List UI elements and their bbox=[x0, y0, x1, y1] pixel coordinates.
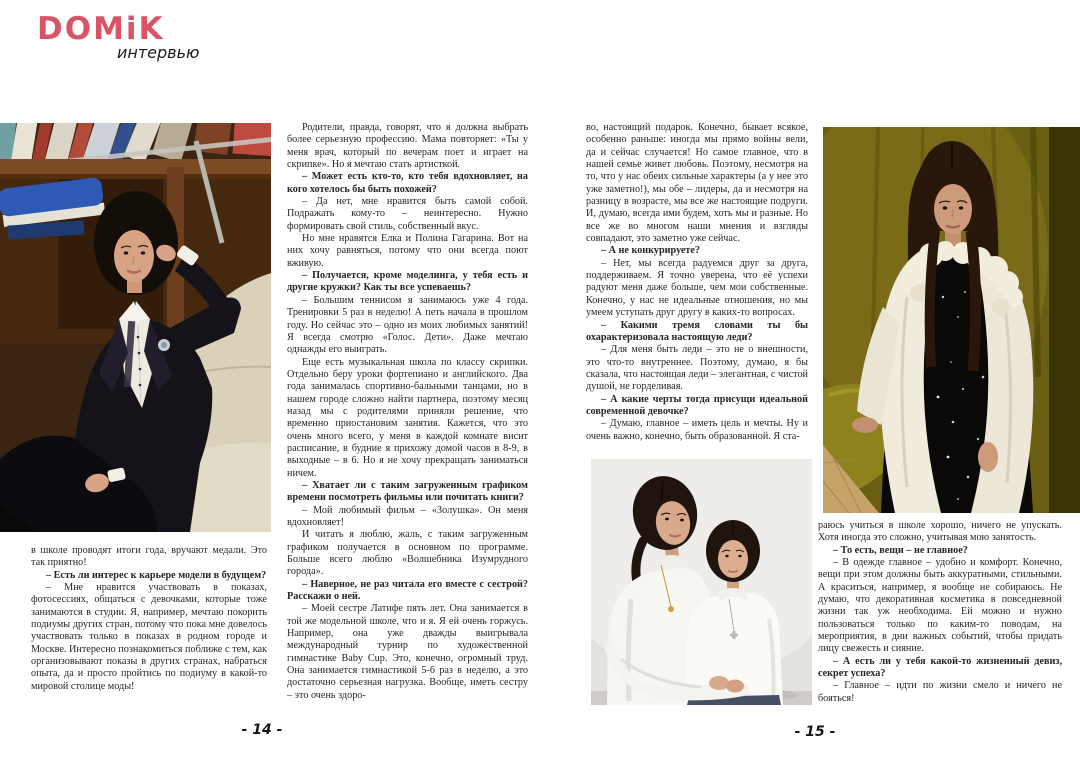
paragraph: во, настоящий подарок. Конечно, бывает всякое, особенно раньше: иногда мы прямо войны вели, да и сейчас случается! Но самое главное, что в нашей семье живет любовь. Поэтому, несмотря на то, что у нас обеих сильные характеры (а у нее это уже заметно!), мы обе – лидеры, да и несмотря на разницу в возрасте, мы все же настоящие подруги. И, думаю, всегда ими будем, хоть мы и разные. Но все же во многом наши мнения и взгляды совпадают, это заметно уже сейчас. bbox=[586, 122, 808, 245]
paragraph: – Нет, мы всегда радуемся друг за друга, поддерживаем. Я точно уверена, что её успехи радуют меня даже больше, чем мои собственные. Конечно, у нас не идеальные отношения, но мы умеем уступать друг другу в каких-то вопросах. bbox=[586, 257, 808, 319]
paragraph: – А не конкурируете? bbox=[601, 245, 700, 257]
page15-column-1 bbox=[586, 122, 808, 452]
page-number-15: - 15 - bbox=[794, 724, 836, 740]
paragraph: – Мой любимый фильм – «Золушка». Он меня вдохновляет! bbox=[287, 504, 528, 528]
paragraph: Но мне нравятся Елка и Полина Гагарина. Вот на них хочу равняться, потому что они всегда поют вживую. bbox=[287, 233, 528, 269]
paragraph: – Главное – идти по жизни смело и ничего не бояться! bbox=[818, 680, 1062, 704]
photo-girl-in-black-suit-illustration bbox=[0, 123, 271, 532]
hand-on-armrest bbox=[852, 417, 878, 433]
page15-column-2 bbox=[818, 520, 1062, 716]
section-label: интервью bbox=[117, 43, 200, 62]
curtain-dark-edge bbox=[1049, 127, 1080, 513]
photo-girl-in-black-suit bbox=[0, 123, 271, 532]
photo-two-sisters-illustration bbox=[591, 459, 812, 705]
paragraph: – Думаю, главное – иметь цель и мечты. Ну и очень важно, конечно, быть образованной. Я ста- bbox=[586, 418, 808, 442]
paragraph: – В одежде главное – удобно и комфорт. Конечно, вещи при этом должны быть аккуратными, стильными. А краситься, например, я вообще не собираюсь. Не думаю, что декоративная косметика в повседневной жизни так уж необходима. Ей можно и нужно пользоваться только по каким-то поводам, на мероприятия, в дни важных событий, чтобы придать лицу свежесть и сияние. bbox=[818, 557, 1062, 655]
paragraph: – Да нет, мне нравится быть самой собой. Подражать кому-то – неинтересно. Нужно формировать свой стиль, собственный вкус. bbox=[287, 196, 528, 232]
hand bbox=[709, 676, 729, 690]
paragraph: в школе проводят итоги года, вручают медали. Это так приятно! bbox=[31, 545, 267, 569]
paragraph: – Есть ли интерес к карьере модели в будущем? bbox=[46, 569, 267, 581]
paragraph: Родители, правда, говорят, что я должна выбрать более серьезную профессию. Мама повторяет: «Ты у меня врач, который по вечерам поет и играет на скрипке». Но я мечтаю стать артисткой. bbox=[287, 122, 528, 171]
paragraph: – Хватает ли с таким загруженным графиком времени посмотреть фильмы или почитать книги? bbox=[287, 479, 528, 504]
hair-front-strand-left bbox=[930, 231, 935, 367]
paragraph: раюсь учиться в школе хорошо, ничего не упускать. Хотя иногда это сложно, учитывая мою занятость. bbox=[818, 520, 1062, 544]
hair-front-strand-right bbox=[971, 231, 976, 371]
photo-girl-in-white-coat-illustration bbox=[823, 127, 1080, 513]
paragraph: – Для меня быть леди – это не о внешности, это что-то внутреннее. Поэтому, думаю, я бы сказала, что настоящая леди – элегантная, с чистой душой, не горделивая. bbox=[586, 344, 808, 393]
hand bbox=[978, 442, 998, 472]
paragraph: – Мне нравится участвовать в показах, фотосессиях, общаться с девочками, которые тоже занимаются в студии. Я, например, мечтаю покорить подиумы других стран, потому что пока мне довелось участвовать только в показах в родном городе и Москве. Интересно познакомиться поближе с тем, как организовывают показы в других странах, набраться опыта, да и просто пройтись по подиуму в какой-то мировой столице моды! bbox=[31, 582, 267, 692]
paragraph: – То есть, вещи – не главное? bbox=[833, 544, 968, 556]
paragraph: – Может есть кто-то, кто тебя вдохновляет, на кого хотелось бы быть похожей? bbox=[287, 171, 528, 195]
paragraph: – Получается, кроме моделинга, у тебя есть и другие кружки? Как ты все успеваешь? bbox=[287, 270, 528, 294]
paragraph: – А какие черты тогда присущи идеальной современной девочке? bbox=[586, 393, 808, 417]
paragraph: – А есть ли у тебя какой-то жизненный девиз, секрет успеха? bbox=[818, 655, 1062, 680]
photo-two-sisters bbox=[591, 459, 812, 705]
shelf-board bbox=[0, 159, 271, 174]
page14-column-1 bbox=[31, 545, 267, 710]
pendant bbox=[668, 606, 674, 612]
page-number-14: - 14 - bbox=[241, 722, 283, 738]
magazine-logo: DOMiK bbox=[37, 11, 165, 47]
hand bbox=[726, 680, 744, 693]
paragraph: – Наверное, не раз читала его вместе с сестрой? Расскажи о ней. bbox=[287, 578, 528, 603]
photo-girl-in-white-coat bbox=[823, 127, 1080, 513]
paragraph: – Какими тремя словами ты бы охарактеризовала настоящую леди? bbox=[586, 319, 808, 343]
paragraph: – Моей сестре Латифе пять лет. Она занимается в той же модельной школе, что и я. Я ей очень горжусь. Например, она уже дважды выигрывала международный турнир по художественной гимнастике Baby Cup. Это, конечно, огромный труд. Она занимается гимнастикой 5-6 раз в неделю, а это достаточно серьезная нагрузка. Вообще, иметь сестру – это очень здоро- bbox=[287, 603, 528, 701]
paragraph: И читать я люблю, жаль, с таким загруженным графиком получается в основном по программе. Больше всего люблю «Волшебника Изумрудного города». bbox=[287, 529, 528, 578]
paragraph: Еще есть музыкальная школа по классу скрипки. Отдельно беру уроки фортепиано и английского. Два года занималась спортивно-бальными танцами, но в нашем городе сложно найти партнера, поэтому месяц назад мы с родителями приняли решение, что временно приостановим занятия. Кажется, что это очень много всего, у меня в каждой комнате висит расписание, в будние я прихожу домой часов в 8-9, в выходные – в 6. Но я не хочу прекращать заниматься ничем. bbox=[287, 356, 528, 479]
paragraph: – Большим теннисом я занимаюсь уже 4 года. Тренировки 5 раз в неделю! А петь начала в прошлом году. Но сейчас это – одно из моих любимых занятий! Я всегда смотрю «Голос. Дети». Даже мечтаю однажды его выиграть. bbox=[287, 294, 528, 356]
page14-column-2 bbox=[287, 122, 528, 714]
